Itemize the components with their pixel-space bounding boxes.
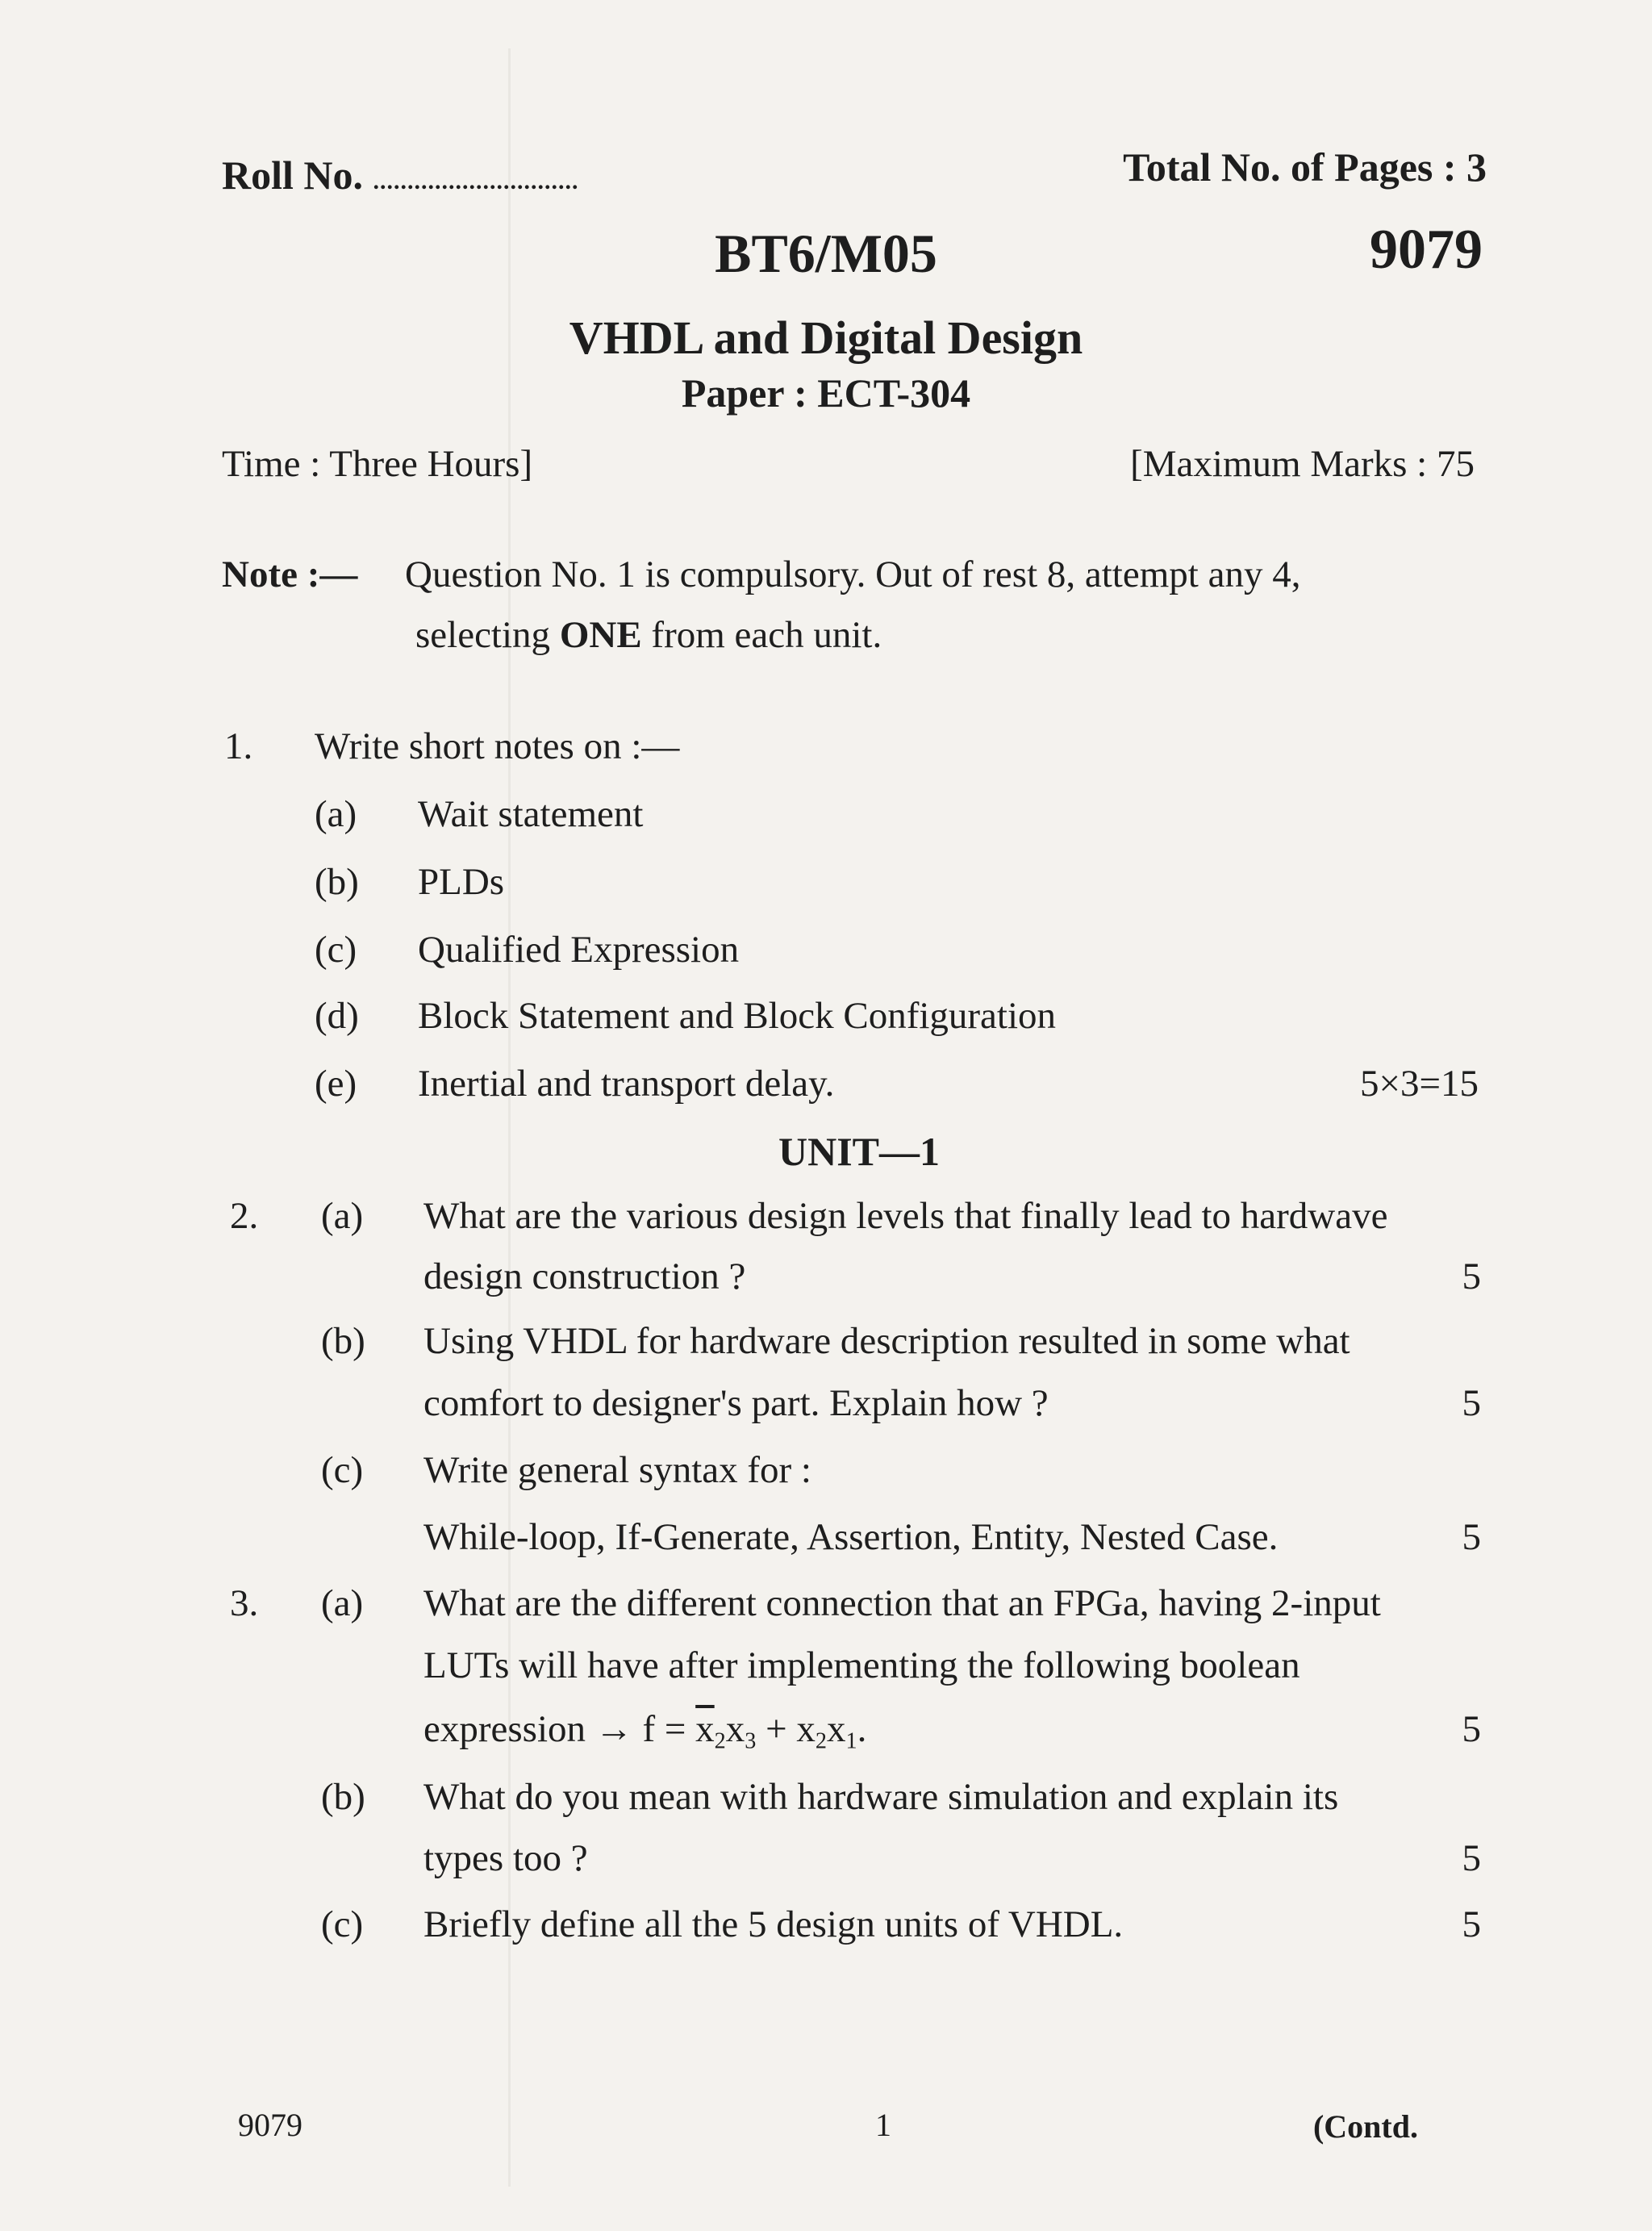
q2-part-b-marks: 5	[1462, 1382, 1481, 1424]
q1-marks: 5×3=15	[1359, 1063, 1479, 1105]
note-line-1: Question No. 1 is compulsory. Out of rest 8, attempt any 4,	[405, 554, 1301, 595]
footer-page-number: 1	[875, 2107, 891, 2143]
q3-part-a-line-2: LUTs will have after implementing the following boolean	[423, 1644, 1300, 1686]
q1-part-e-label: (e)	[315, 1063, 357, 1105]
q2-part-b-line-2: comfort to designer's part. Explain how ?	[423, 1382, 1049, 1424]
question-1-text: Write short notes on :—	[315, 725, 680, 767]
q3-part-c-label: (c)	[321, 1903, 364, 1945]
roll-no-label: Roll No.	[222, 152, 363, 198]
q1-part-d-label: (d)	[315, 995, 359, 1037]
q3-part-b-marks: 5	[1462, 1837, 1481, 1879]
paper-subtitle: Paper : ECT-304	[681, 370, 971, 416]
footer-contd: (Contd.	[1312, 2108, 1418, 2145]
q2-part-c-line-2: While-loop, If-Generate, Assertion, Entity, Nested Case.	[423, 1516, 1279, 1558]
q2-part-c-line-1: Write general syntax for :	[423, 1449, 811, 1491]
q2-part-c-label: (c)	[321, 1449, 364, 1491]
q2-part-c-marks: 5	[1462, 1516, 1481, 1558]
q3-part-b-label: (b)	[321, 1776, 365, 1818]
q3-part-c-marks: 5	[1462, 1903, 1481, 1945]
boolean-expression: $\overline{x}_2x_3 + x_2x_1$.	[695, 1708, 867, 1754]
q3-part-a-line-3	[423, 1707, 866, 1754]
maximum-marks: [Maximum Marks : 75	[1130, 443, 1475, 485]
q1-part-a-text: Wait statement	[418, 793, 644, 835]
roll-no-blank: ..............................	[373, 168, 579, 194]
roll-no	[222, 152, 579, 198]
q1-part-b-label: (b)	[315, 861, 359, 903]
expression-prefix: expression → f =	[423, 1708, 696, 1750]
paper-number: 9079	[1370, 219, 1483, 281]
q3-part-b-line-1: What do you mean with hardware simulation and explain its	[423, 1776, 1339, 1818]
unit-1-heading: UNIT—1	[778, 1129, 941, 1174]
total-pages: Total No. of Pages : 3	[1123, 144, 1487, 190]
note-label: Note :—	[222, 554, 358, 595]
q2-part-b-line-1: Using VHDL for hardware description resulted in some what	[423, 1320, 1350, 1362]
question-2-number: 2.	[230, 1195, 259, 1237]
footer-code: 9079	[238, 2107, 302, 2143]
q2-part-a-label: (a)	[321, 1195, 364, 1237]
time-allowed: Time : Three Hours]	[222, 443, 533, 485]
q1-part-a-label: (a)	[315, 793, 357, 835]
question-1-number: 1.	[224, 725, 253, 767]
q3-part-b-line-2: types too ?	[423, 1837, 588, 1879]
q2-part-a-marks: 5	[1462, 1255, 1481, 1297]
paper-code: BT6/M05	[715, 223, 937, 284]
question-3-number: 3.	[230, 1582, 259, 1624]
q3-part-c-line-1: Briefly define all the 5 design units of VHDL.	[423, 1903, 1124, 1945]
q1-part-b-text: PLDs	[418, 861, 505, 903]
q3-part-a-label: (a)	[321, 1582, 364, 1624]
q3-part-a-marks: 5	[1462, 1708, 1481, 1750]
q2-part-b-label: (b)	[321, 1320, 365, 1362]
q1-part-c-text: Qualified Expression	[418, 929, 740, 971]
q2-part-a-line-1: What are the various design levels that finally lead to hardwave	[423, 1195, 1388, 1237]
q1-part-c-label: (c)	[315, 929, 357, 971]
q2-part-a-line-2: design construction ?	[423, 1255, 746, 1297]
q1-part-e-text: Inertial and transport delay.	[418, 1063, 835, 1105]
q1-part-d-text: Block Statement and Block Configuration	[418, 995, 1057, 1037]
paper-title: VHDL and Digital Design	[569, 311, 1083, 364]
q3-part-a-line-1: What are the different connection that an FPGa, having 2-input	[423, 1582, 1381, 1624]
note-line-2: selecting ONE from each unit.	[415, 614, 882, 656]
